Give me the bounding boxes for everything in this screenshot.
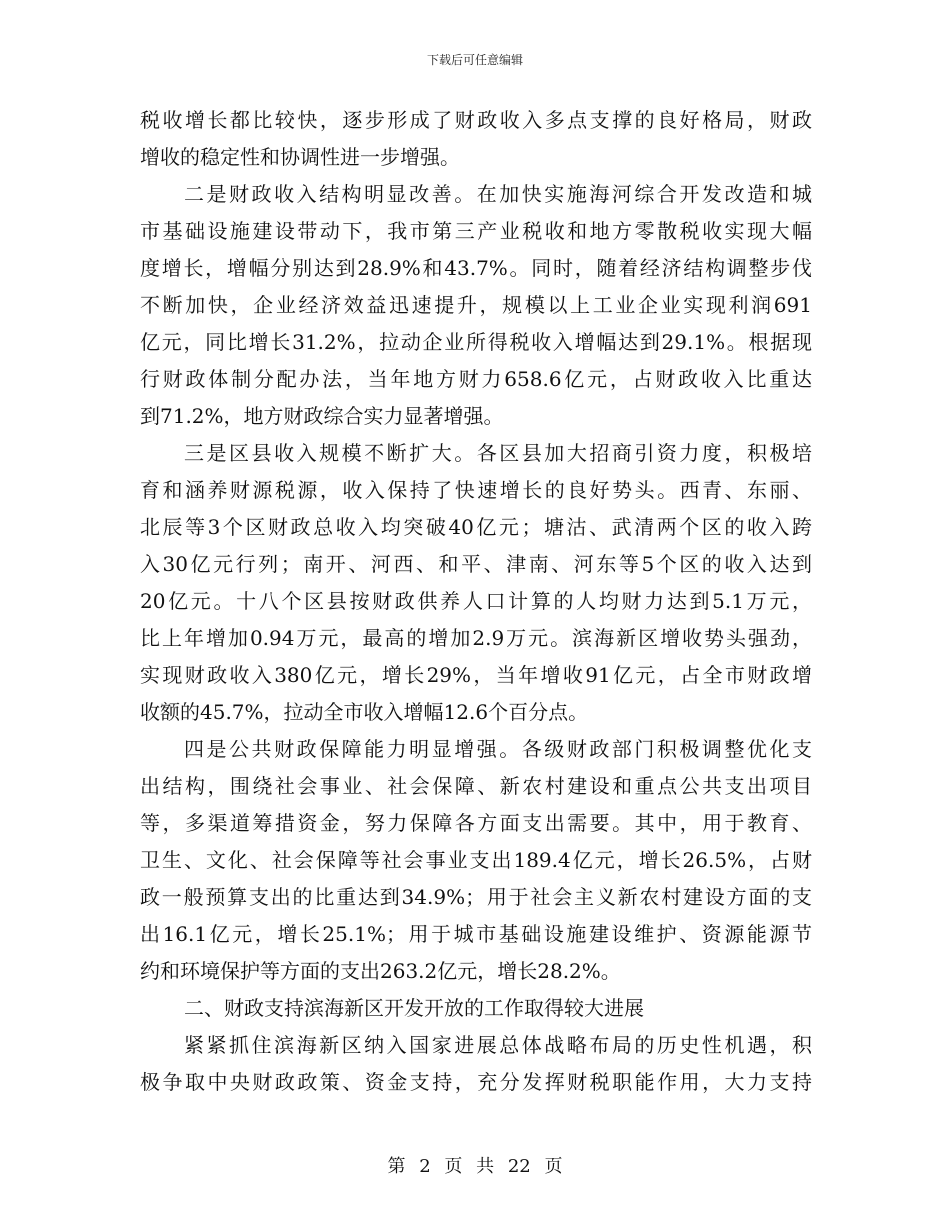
text-line: 三是区县收入规模不断扩大。各区县加大招商引资力度，积极培	[184, 441, 812, 465]
text-line: 二是财政收入结构明显改善。在加快实施海河综合开发改造和城	[184, 182, 812, 206]
text-line: 出16.1亿元，增长25.1%；用于城市基础设施建设维护、资源能源节	[140, 922, 812, 946]
text-line: 入30亿元行列；南开、河西、和平、津南、河东等5个区的收入达到	[140, 552, 812, 576]
text-line: 约和环境保护等方面的支出263.2亿元，增长28.2%。	[140, 959, 621, 983]
document-body	[140, 102, 812, 1101]
text-line: 卫生、文化、社会保障等社会事业支出189.4亿元，增长26.5%，占财	[140, 848, 812, 872]
text-line: 紧紧抓住滨海新区纳入国家进展总体战略布局的历史性机遇，积	[184, 1033, 812, 1057]
text-line: 出结构，围绕社会事业、社会保障、新农村建设和重点公共支出项目	[140, 774, 812, 798]
text-line: 增收的稳定性和协调性进一步增强。	[140, 145, 460, 169]
text-line: 二、财政支持滨海新区开发开放的工作取得较大进展	[184, 996, 644, 1020]
text-line: 比上年增加0.94万元，最高的增加2.9万元。滨海新区增收势头强劲，	[140, 626, 812, 650]
text-line: 政一般预算支出的比重达到34.9%；用于社会主义新农村建设方面的支	[140, 885, 812, 909]
text-line: 亿元，同比增长31.2%，拉动企业所得税收入增幅达到29.1%。根据现	[140, 330, 812, 354]
text-line: 实现财政收入380亿元，增长29%，当年增收91亿元，占全市财政增	[140, 663, 812, 687]
page-header: 下载后可任意编辑	[426, 53, 523, 67]
text-line: 税收增长都比较快，逐步形成了财政收入多点支撑的良好格局，财政	[140, 108, 812, 132]
text-line: 度增长，增幅分别达到28.9%和43.7%。同时，随着经济结构调整步伐	[140, 256, 812, 280]
text-line: 20亿元。十八个区县按财政供养人口计算的人均财力达到5.1万元，	[140, 589, 812, 613]
text-line: 到71.2%，地方财政综合实力显著增强。	[140, 404, 504, 428]
text-line: 等，多渠道筹措资金，努力保障各方面支出需要。其中，用于教育、	[140, 811, 812, 835]
page-footer: 第 2 页 共 22 页	[387, 1156, 563, 1177]
text-line: 不断加快，企业经济效益迅速提升，规模以上工业企业实现利润691	[140, 293, 812, 317]
text-line: 育和涵养财源税源，收入保持了快速增长的良好势头。西青、东丽、	[140, 478, 812, 502]
text-line: 行财政体制分配办法，当年地方财力658.6亿元，占财政收入比重达	[140, 367, 812, 391]
text-line: 收额的45.7%，拉动全市收入增幅12.6个百分点。	[140, 700, 589, 724]
text-line: 市基础设施建设带动下，我市第三产业税收和地方零散税收实现大幅	[140, 219, 812, 243]
text-line: 四是公共财政保障能力明显增强。各级财政部门积极调整优化支	[184, 737, 812, 761]
text-line: 北辰等3个区财政总收入均突破40亿元；塘沽、武清两个区的收入跨	[140, 515, 812, 539]
text-line: 极争取中央财政政策、资金支持，充分发挥财税职能作用，大力支持	[140, 1070, 812, 1094]
